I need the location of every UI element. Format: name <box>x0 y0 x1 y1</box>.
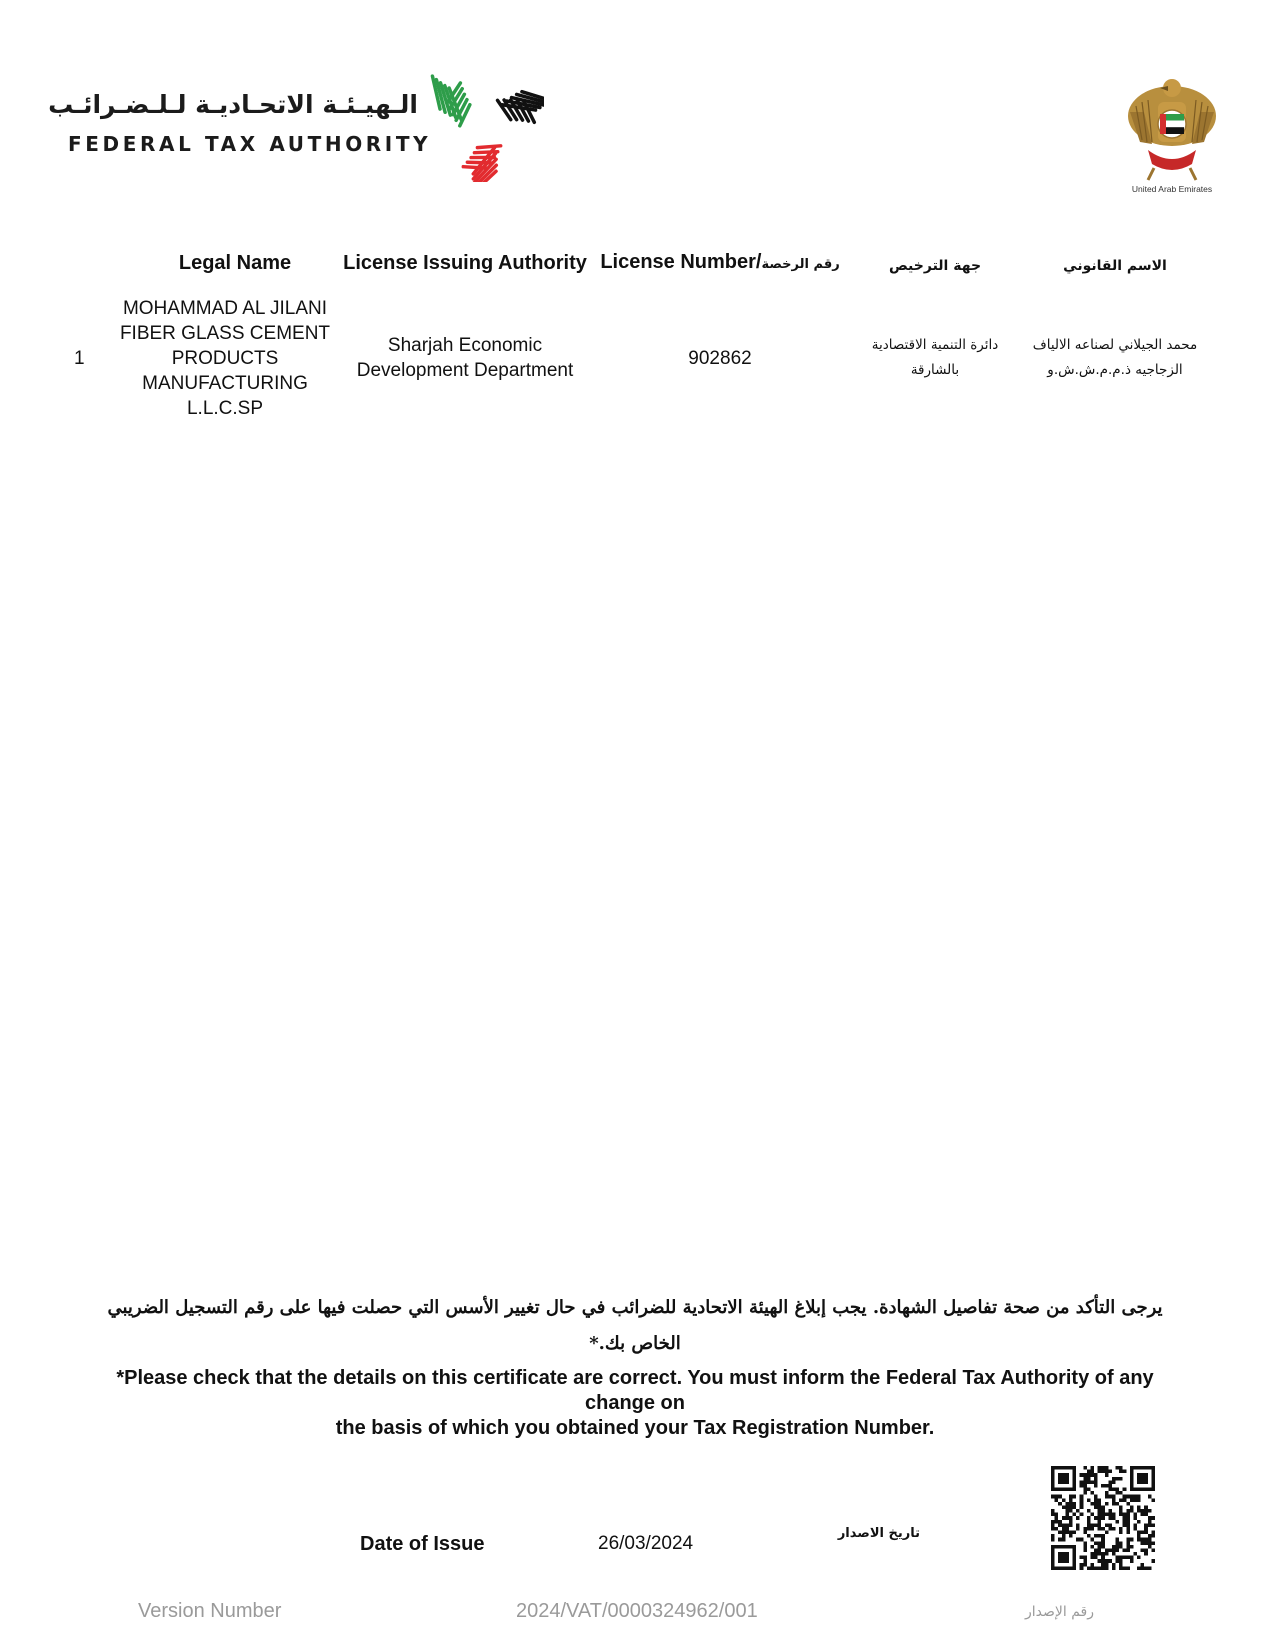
fta-name-arabic: الـهيـئـة الاتحـاديـة لـلـضـرائـب <box>48 90 418 119</box>
date-of-issue-label: Date of Issue <box>360 1533 485 1555</box>
fta-name-english: FEDERAL TAX AUTHORITY <box>68 132 432 156</box>
uae-emblem <box>1122 72 1222 202</box>
legal-name-ar-line: الزجاجيه ذ.م.م.ش.ش.و <box>1047 362 1183 378</box>
date-of-issue-value: 26/03/2024 <box>598 1533 694 1554</box>
authority-line: Development Department <box>356 360 574 381</box>
date-of-issue-label-ar: تاريخ الاصدار <box>837 1526 920 1541</box>
notice-arabic-line: يرجى التأكد من صحة تفاصيل الشهادة. يجب إبلاغ الهيئة الاتحادية للضرائب في حال تغيير الأسس التي حصلت فيها على رقم التسجيل الضريبي <box>107 1297 1163 1318</box>
header-legal-name-ar: الاسم القانوني <box>1063 258 1167 274</box>
legal-name-line: L.L.C.SP <box>186 398 264 419</box>
header-license-issuing-authority: License Issuing Authority <box>343 252 587 274</box>
authority-ar-line: بالشارقة <box>910 362 960 378</box>
legal-name-line: MANUFACTURING <box>142 373 308 394</box>
row-legal-name-ar <box>1010 333 1220 383</box>
falcon-emblem-icon <box>1122 72 1222 184</box>
legal-name-ar-line: محمد الجيلاني لصناعه الالياف <box>1032 337 1198 353</box>
header-legal-name: Legal Name <box>178 252 292 274</box>
emblem-caption: United Arab Emirates <box>1131 184 1213 194</box>
row-legal-name <box>110 296 340 421</box>
row-index: 1 <box>74 348 85 369</box>
header-license-number <box>600 251 840 274</box>
authority-ar-line: دائرة التنمية الاقتصادية <box>871 337 999 353</box>
header-license-number-ar: رقم الرخصة <box>761 257 840 272</box>
header-license-issuing-authority-ar: جهة الترخيص <box>888 258 982 274</box>
version-number-value: 2024/VAT/0000324962/001 <box>516 1600 758 1622</box>
qr-code-icon <box>1051 1466 1155 1570</box>
notice-english <box>80 1366 1190 1441</box>
notice-english-line: the basis of which you obtained your Tax Registration Number. <box>335 1417 935 1439</box>
version-number-label-ar: رقم الإصدار <box>1025 1604 1094 1620</box>
version-number-label: Version Number <box>138 1600 282 1622</box>
row-license-issuing-authority-ar <box>845 333 1025 383</box>
header-license-number-en: License Number/ <box>600 251 762 273</box>
notice-english-line: *Please check that the details on this certificate are correct. You must inform the Federal Tax Authority of any change on <box>116 1367 1154 1414</box>
fta-swirl-mark-icon <box>428 66 544 182</box>
notice-arabic-line: الخاص بك.* <box>589 1333 681 1354</box>
legal-name-line: PRODUCTS <box>171 348 279 369</box>
legal-name-line: MOHAMMAD AL JILANI <box>122 298 328 319</box>
authority-line: Sharjah Economic <box>387 335 543 356</box>
row-license-number: 902862 <box>688 348 752 369</box>
legal-name-line: FIBER GLASS CEMENT <box>119 323 331 344</box>
row-license-issuing-authority <box>340 333 590 383</box>
fta-logo <box>48 66 546 186</box>
notice-arabic <box>80 1290 1190 1362</box>
